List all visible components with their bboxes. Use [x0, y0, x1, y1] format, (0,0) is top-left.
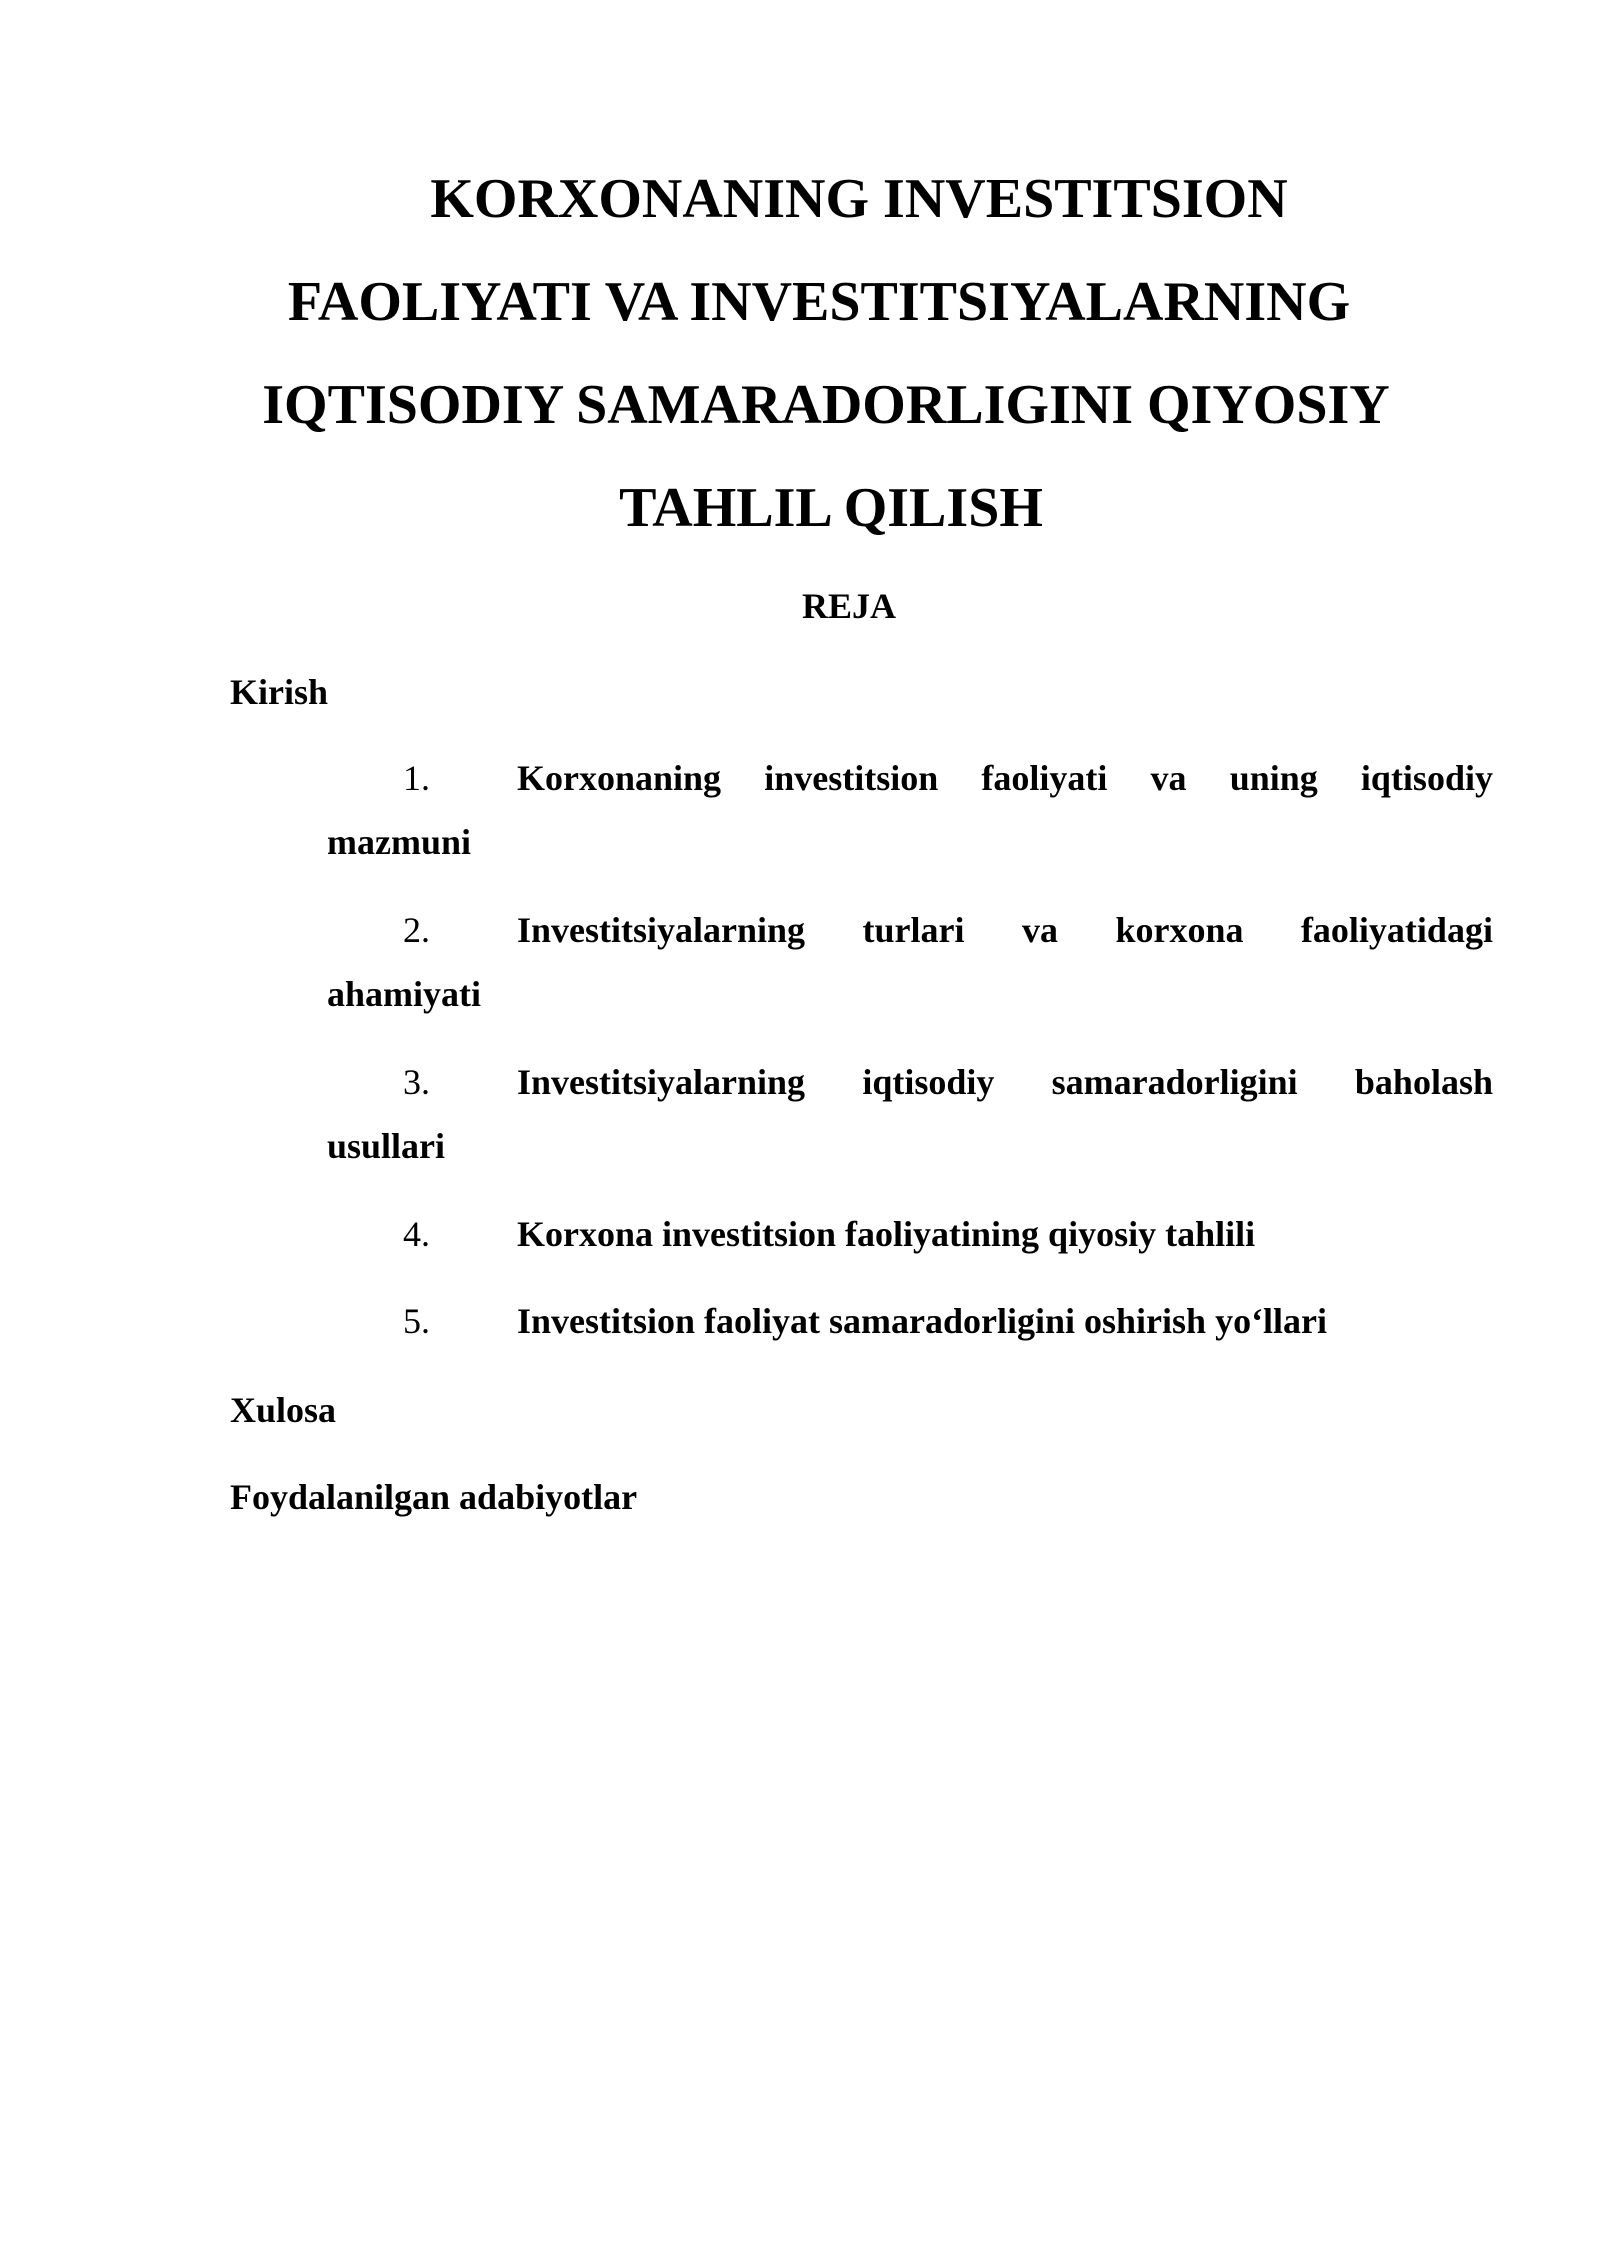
toc-item — [327, 1202, 1493, 1266]
toc-word: samaradorligini — [1051, 1062, 1298, 1102]
toc-item — [327, 1050, 1493, 1178]
toc-word: investitsion — [764, 758, 939, 798]
toc-item-number: 2. — [403, 910, 430, 950]
toc-word: uning — [1229, 758, 1318, 798]
toc-word: korxona — [1115, 910, 1244, 950]
toc-item-number: 1. — [403, 758, 430, 798]
title-line: KORXONANING INVESTITSION — [430, 168, 1288, 230]
toc-item-first-line — [517, 1050, 1493, 1114]
toc-item — [327, 898, 1493, 1026]
toc-word: iqtisodiy — [862, 1062, 995, 1102]
title-line: TAHLIL QILISH — [619, 477, 1043, 539]
toc-item-continuation: mazmuni — [327, 822, 471, 862]
toc-item-first-line — [517, 1202, 1493, 1266]
toc-word: baholash — [1354, 1062, 1493, 1102]
toc-word: faoliyatidagi — [1300, 910, 1493, 950]
toc-word: Investitsiyalarning — [517, 1062, 806, 1102]
toc-word: faoliyati — [981, 758, 1108, 798]
toc-intro: Kirish — [230, 672, 329, 712]
toc-conclusion: Xulosa — [230, 1390, 337, 1430]
toc-item-number: 4. — [403, 1214, 430, 1254]
document-title — [0, 148, 1600, 560]
toc-item-number: 5. — [403, 1301, 430, 1341]
toc-item-continuation: usullari — [327, 1126, 446, 1166]
toc-word: Korxonaning — [517, 758, 722, 798]
toc-item-number: 3. — [403, 1062, 430, 1102]
toc-word: turlari — [862, 910, 965, 950]
toc-item-text: Korxona investitsion faoliyatining qiyosiy tahlili — [517, 1214, 1256, 1254]
toc-item — [327, 746, 1493, 874]
toc-item — [327, 1289, 1493, 1353]
toc-item-text: Investitsion faoliyat samaradorligini oshirish yo‘llari — [517, 1301, 1328, 1341]
toc-item-continuation: ahamiyati — [327, 974, 482, 1014]
plan-heading: REJA — [801, 586, 896, 626]
toc-word: va — [1021, 910, 1058, 950]
title-line: FAOLIYATI VA INVESTITSIYALARNING — [287, 271, 1351, 333]
toc-references: Foydalanilgan adabiyotlar — [230, 1477, 638, 1517]
toc-item-first-line — [517, 746, 1493, 810]
toc-word: Investitsiyalarning — [517, 910, 806, 950]
toc-item-first-line — [517, 1289, 1493, 1353]
toc-item-first-line — [517, 898, 1493, 962]
toc-word: va — [1150, 758, 1187, 798]
toc-word: iqtisodiy — [1360, 758, 1493, 798]
title-line: IQTISODIY SAMARADORLIGINI QIYOSIY — [262, 374, 1390, 436]
